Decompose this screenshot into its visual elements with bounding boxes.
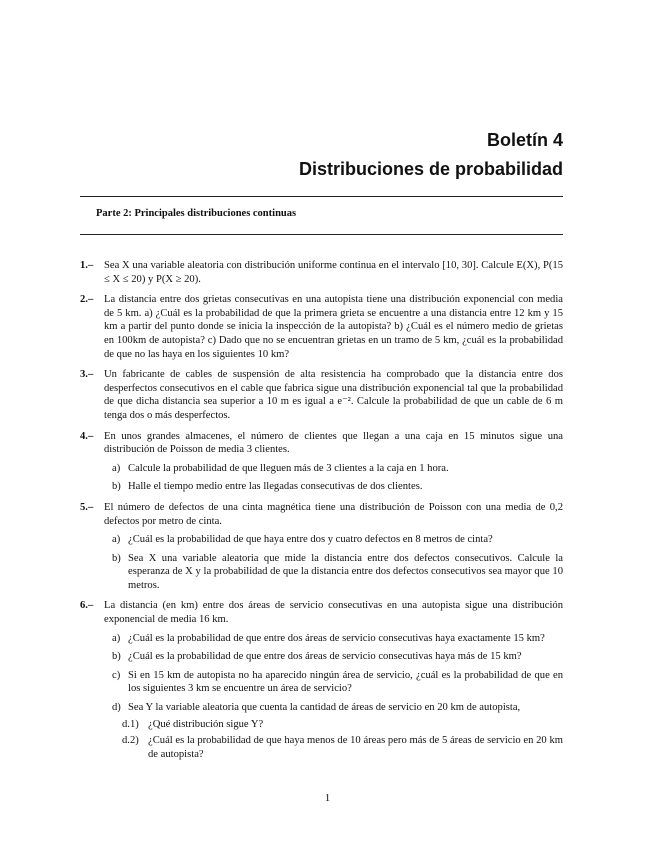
- problem-2: [80, 293, 563, 361]
- problem-3: [80, 368, 563, 422]
- subquestion-text: Si en 15 km de autopista no ha aparecido ningún área de servicio, ¿cuál es la probabilidad de que en los siguientes 3 km se encuentre un área de servicio?: [128, 669, 563, 695]
- sub-subquestion: [104, 734, 563, 761]
- sub-subquestion-text: ¿Qué distribución sigue Y?: [148, 718, 264, 730]
- subquestion: [104, 650, 563, 664]
- subquestion-label: a): [112, 462, 121, 474]
- subquestion-label: a): [112, 632, 121, 644]
- bottom-rule: [80, 234, 563, 235]
- subquestion-label: b): [112, 651, 121, 663]
- problem-1: [80, 259, 563, 286]
- subquestion-text: ¿Cuál es la probabilidad de que haya entre dos y cuatro defectos en 8 metros de cinta?: [128, 534, 493, 546]
- problem-number: 5.–: [80, 501, 94, 513]
- subquestion-text: Calcule la probabilidad de que lleguen más de 3 clientes a la caja en 1 hora.: [128, 462, 449, 474]
- subquestion: [104, 480, 563, 494]
- bulletin-subtitle: Distribuciones de probabilidad: [298, 159, 563, 179]
- sub-subquestion-label: d.1): [122, 718, 139, 730]
- problem-text: La distancia (en km) entre dos áreas de servicio consecutivas en una autopista sigue una distribución exponencial de media 16 km.: [104, 600, 563, 626]
- subquestion-label: c): [112, 669, 121, 681]
- problem-4: [80, 430, 563, 494]
- subquestion-label: d): [112, 702, 121, 714]
- page-number: 1: [324, 792, 331, 804]
- problem-number: 6.–: [80, 600, 94, 612]
- problem-text: Un fabricante de cables de suspensión de alta resistencia ha comprobado que la distancia entre dos desperfectos consecutivos en el cable que fabrica sigue una distribución exponencial tal que la probabilidad de que dicha distancia sea superior a 10 m es igual a e⁻². Calcule la probabilidad de que un cable de 6 m tenga dos o más desperfectos.: [104, 369, 563, 421]
- problem-number: 4.–: [80, 430, 94, 442]
- problem-5: [80, 501, 563, 593]
- subquestion-text: ¿Cuál es la probabilidad de que entre dos áreas de servicio consecutivas haya más de 15 km?: [128, 651, 522, 663]
- problem-text: En unos grandes almacenes, el número de clientes que llegan a una caja en 15 minutos sigue una distribución de Poisson de media 3 clientes.: [104, 430, 563, 456]
- subquestion-label: a): [112, 534, 121, 546]
- subquestion-label: b): [112, 481, 121, 493]
- sub-subquestion: [104, 718, 563, 732]
- bulletin-title: Boletín 4: [486, 130, 563, 150]
- subquestion-label: b): [112, 552, 121, 564]
- top-rule: [80, 196, 563, 197]
- subquestion: [104, 552, 563, 593]
- problem-text: El número de defectos de una cinta magnética tiene una distribución de Poisson con una media de 0,2 defectos por metro de cinta.: [104, 501, 563, 527]
- subquestion: [104, 533, 563, 547]
- problem-6: [80, 599, 563, 761]
- subquestion-text: Sea X una variable aleatoria que mide la distancia entre dos defectos consecutivos. Calcule la esperanza de X y la probabilidad de que la distancia entre dos defectos consecutivos sea mayor que 10 metros.: [128, 552, 563, 591]
- sub-subquestion-label: d.2): [122, 735, 139, 747]
- subquestion-text: Sea Y la variable aleatoria que cuenta la cantidad de áreas de servicio en 20 km de autopista,: [128, 702, 521, 714]
- problem-text: La distancia entre dos grietas consecutivas en una autopista tiene una distribución exponencial con media de 5 km. a) ¿Cuál es la probabilidad de que la primera grieta se encuentre a una distancia entre 12 km y 15 km a partir del punto donde se inicia la inspección de la autopista? b) ¿Cuál es el número medio de grietas en 100km de autopista? c) Dado que no se encuentran grietas en un tramo de 5 km, ¿cuál es la probabilidad de que no las haya en los siguientes 10 km?: [104, 294, 563, 360]
- subquestion: [104, 462, 563, 476]
- subquestion-text: Halle el tiempo medio entre las llegadas consecutivas de dos clientes.: [128, 481, 423, 493]
- subquestion: [104, 632, 563, 646]
- problem-list: [80, 259, 563, 768]
- sub-subquestion-text: ¿Cuál es la probabilidad de que haya menos de 10 áreas pero más de 5 áreas de servicio en 20 km de autopista?: [148, 735, 563, 760]
- problem-number: 2.–: [80, 294, 94, 306]
- title-block: [299, 128, 563, 182]
- problem-text: Sea X una variable aleatoria con distribución uniforme continua en el intervalo [10, 30]. Calcule E(X), P(15 ≤ X ≤ 20) y P(X ≥ 20).: [104, 260, 563, 285]
- subquestion: [104, 701, 563, 715]
- part-heading: Parte 2: Principales distribuciones continuas: [96, 208, 297, 219]
- problem-number: 1.–: [80, 260, 94, 271]
- subquestion: [104, 669, 563, 696]
- subquestion-text: ¿Cuál es la probabilidad de que entre dos áreas de servicio consecutivas haya exactamente 15 km?: [128, 632, 545, 644]
- problem-number: 3.–: [80, 369, 94, 381]
